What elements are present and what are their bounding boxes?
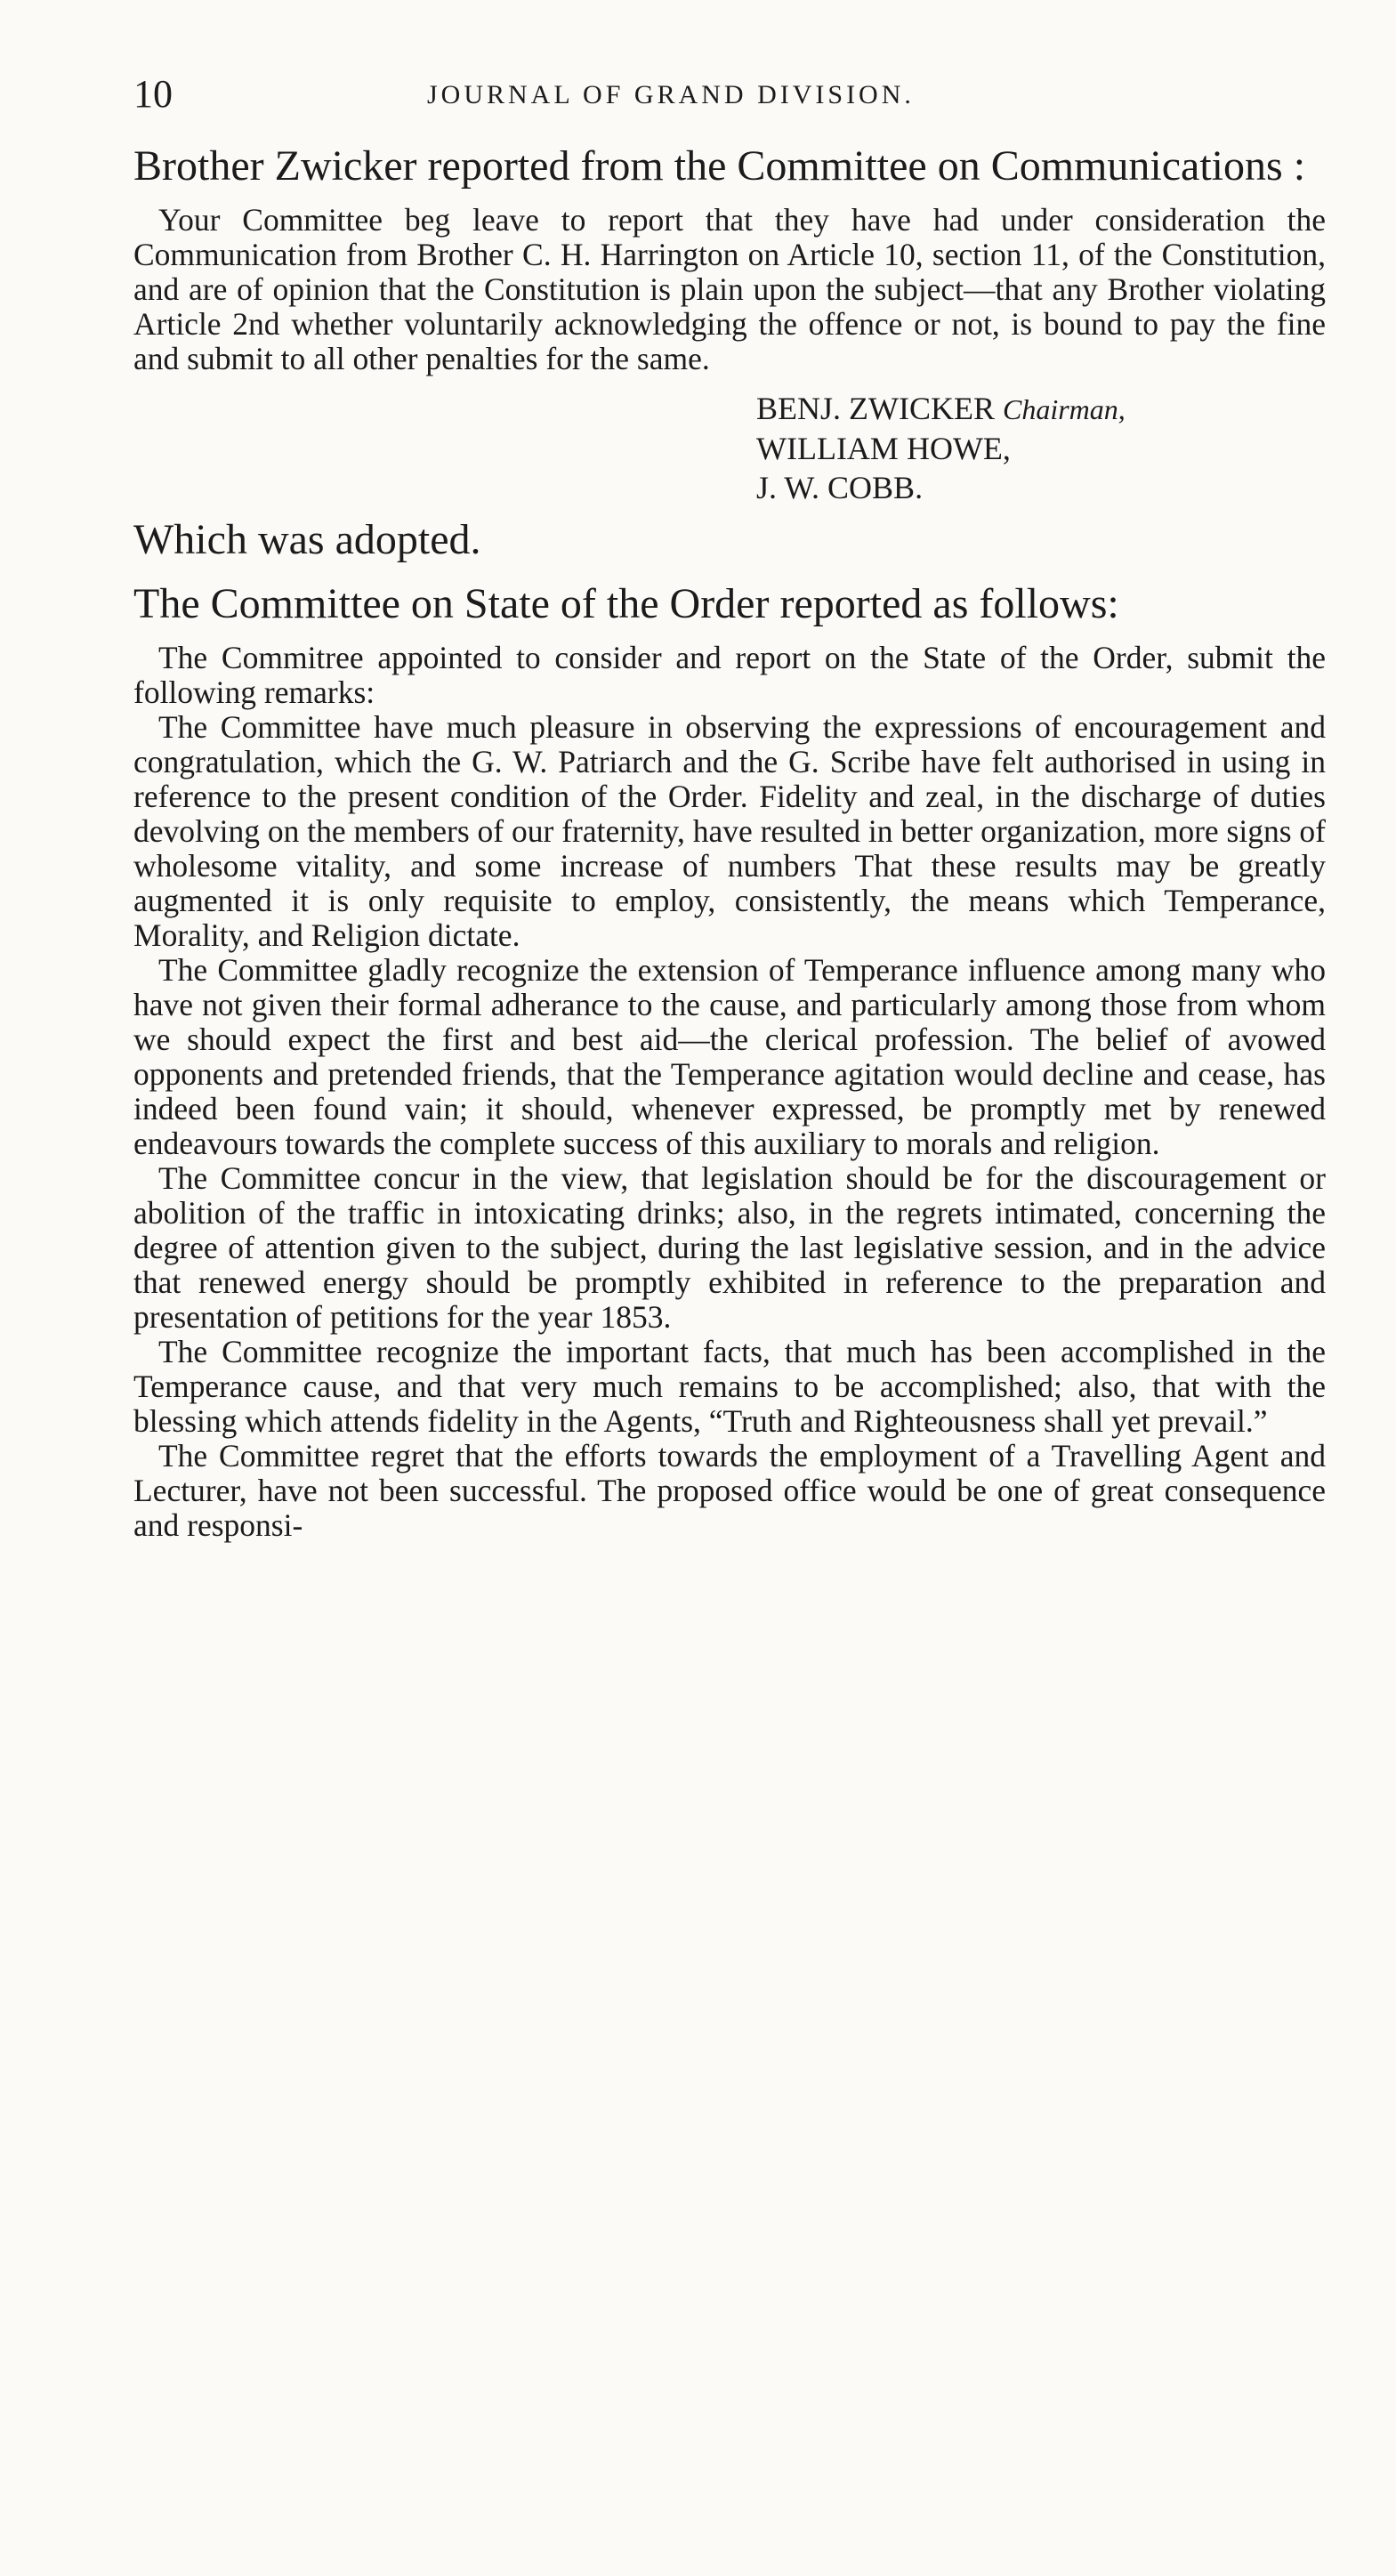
running-header xyxy=(133,71,1317,125)
page-body xyxy=(133,142,1326,1543)
section-heading-state-of-order: The Committee on State of the Order reported as follows: xyxy=(133,580,1119,627)
state-report-paragraph: The Committee regret that the efforts towards the employment of a Travelling Agent and Lecturer, have not been successful. The proposed office would be one of great consequence and responsi- xyxy=(133,1438,1326,1543)
state-report-paragraph: The Commitree appointed to consider and report on the State of the Order, submit the following remarks: xyxy=(133,640,1326,710)
adopted-note: Which was adopted. xyxy=(133,516,481,563)
state-report-paragraph: The Committee gladly recognize the extension of Temperance influence among many who have not given their formal adherance to the cause, and particularly among those from whom we should expect the first and best aid—the clerical profession. The belief of avowed opponents and pretended friends, that the Temperance agitation would decline and cease, has indeed been found vain; it should, whenever expressed, be promptly met by renewed endeavours towards the complete success of this auxiliary to morals and religion. xyxy=(133,952,1326,1161)
signature-line xyxy=(756,389,1326,429)
signature-block xyxy=(756,389,1326,507)
section-heading-communications: Brother Zwicker reported from the Committee on Communications : xyxy=(133,142,1306,190)
signatory-name: BENJ. ZWICKER xyxy=(756,391,995,426)
signatory-name: J. W. COBB. xyxy=(756,470,924,505)
journal-title: JOURNAL OF GRAND DIVISION. xyxy=(427,80,915,109)
communications-report-paragraph: Your Committee beg leave to report that they have had under consideration the Communication from Brother C. H. Harrington on Article 10, section 11, of the Constitution, and are of opinion that the Constitution is plain upon the subject—that any Brother violating Article 2nd whether voluntarily acknowledging the offence or not, is bound to pay the fine and submit to all other penalties for the same. xyxy=(133,202,1326,376)
state-report-paragraph: The Committee recognize the important facts, that much has been accomplished in the Temperance cause, and that very much remains to be accomplished; also, that with the blessing which attends fidelity in the Agents, “Truth and Righteousness shall yet prevail.” xyxy=(133,1334,1326,1439)
signatory-role: Chairman, xyxy=(1002,393,1126,425)
state-report-paragraph: The Committee have much pleasure in observing the expressions of encouragement and congratulation, which the G. W. Patriarch and the G. Scribe have felt authorised in using in reference to the present condition of the Order. Fidelity and zeal, in the discharge of duties devolving on the members of our fraternity, have resulted in better organization, more signs of wholesome vitality, and some increase of numbers That these results may be greatly augmented it is only requisite to employ, consistently, the means which Temperance, Morality, and Religion dictate. xyxy=(133,709,1326,953)
state-report-paragraph: The Committee concur in the view, that legislation should be for the discouragement or abolition of the traffic in intoxicating drinks; also, in the regrets intimated, concerning the degree of attention given to the subject, during the last legislative session, and in the advice that renewed energy should be promptly exhibited in reference to the preparation and presentation of petitions for the year 1853. xyxy=(133,1160,1326,1335)
signatory-name: WILLIAM HOWE, xyxy=(756,431,1011,466)
signature-line xyxy=(756,468,1326,507)
page-number: 10 xyxy=(133,72,173,116)
signature-line xyxy=(756,429,1326,468)
